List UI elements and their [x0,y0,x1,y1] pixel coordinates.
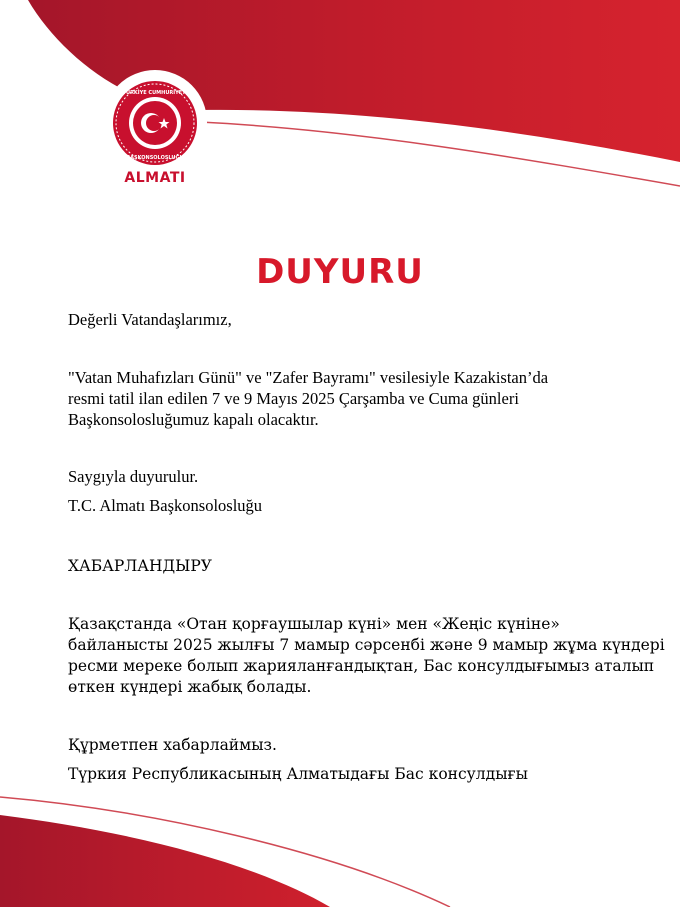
turkish-greeting: Değerli Vatandaşlarımız, [68,310,232,329]
turkish-closing: Saygıyla duyurulur. [68,467,199,486]
kazakh-closing: Құрметпен хабарлаймыз. [68,736,277,754]
consulate-seal-icon [112,80,198,166]
kazakh-body-line-2: байланысты 2025 жылғы 7 мамыр сәрсенбі және 9 мамыр жұма күндері [68,636,665,654]
turkish-body-line-2: resmi tatil ilan edilen 7 ve 9 Mayıs 2025 Çarşamba ve Cuma günleri [68,389,519,408]
kazakh-heading: ХАБАРЛАНДЫРУ [68,557,213,575]
kazakh-body-line-1: Қазақстанда «Отан қорғаушылар күні» мен «Жеңіс күніне» [68,615,560,633]
svg-text:BAŞKONSOLOSLUĞU: BAŞKONSOLOSLUĞU [126,155,184,161]
kazakh-body-line-4: өткен күндері жабық болады. [68,678,312,696]
city-label: ALMATI [124,170,186,186]
kazakh-body-line-3: ресми мереке болып жарияланғандықтан, Бас консулдығымыз аталып [68,657,655,675]
page-title: DUYURU [256,252,424,292]
turkish-body-line-1: "Vatan Muhafızları Günü" ve "Zafer Bayramı" vesilesiyle Kazakistan’da [68,368,549,387]
kazakh-signature: Түркия Республикасының Алматыдағы Бас консулдығы [68,765,528,783]
turkish-signature: T.C. Almatı Başkonsolosluğu [68,496,263,515]
turkish-body-line-3: Başkonsolosluğumuz kapalı olacaktır. [68,410,319,429]
svg-text:TÜRKİYE CUMHURİYETİ: TÜRKİYE CUMHURİYETİ [122,90,188,96]
